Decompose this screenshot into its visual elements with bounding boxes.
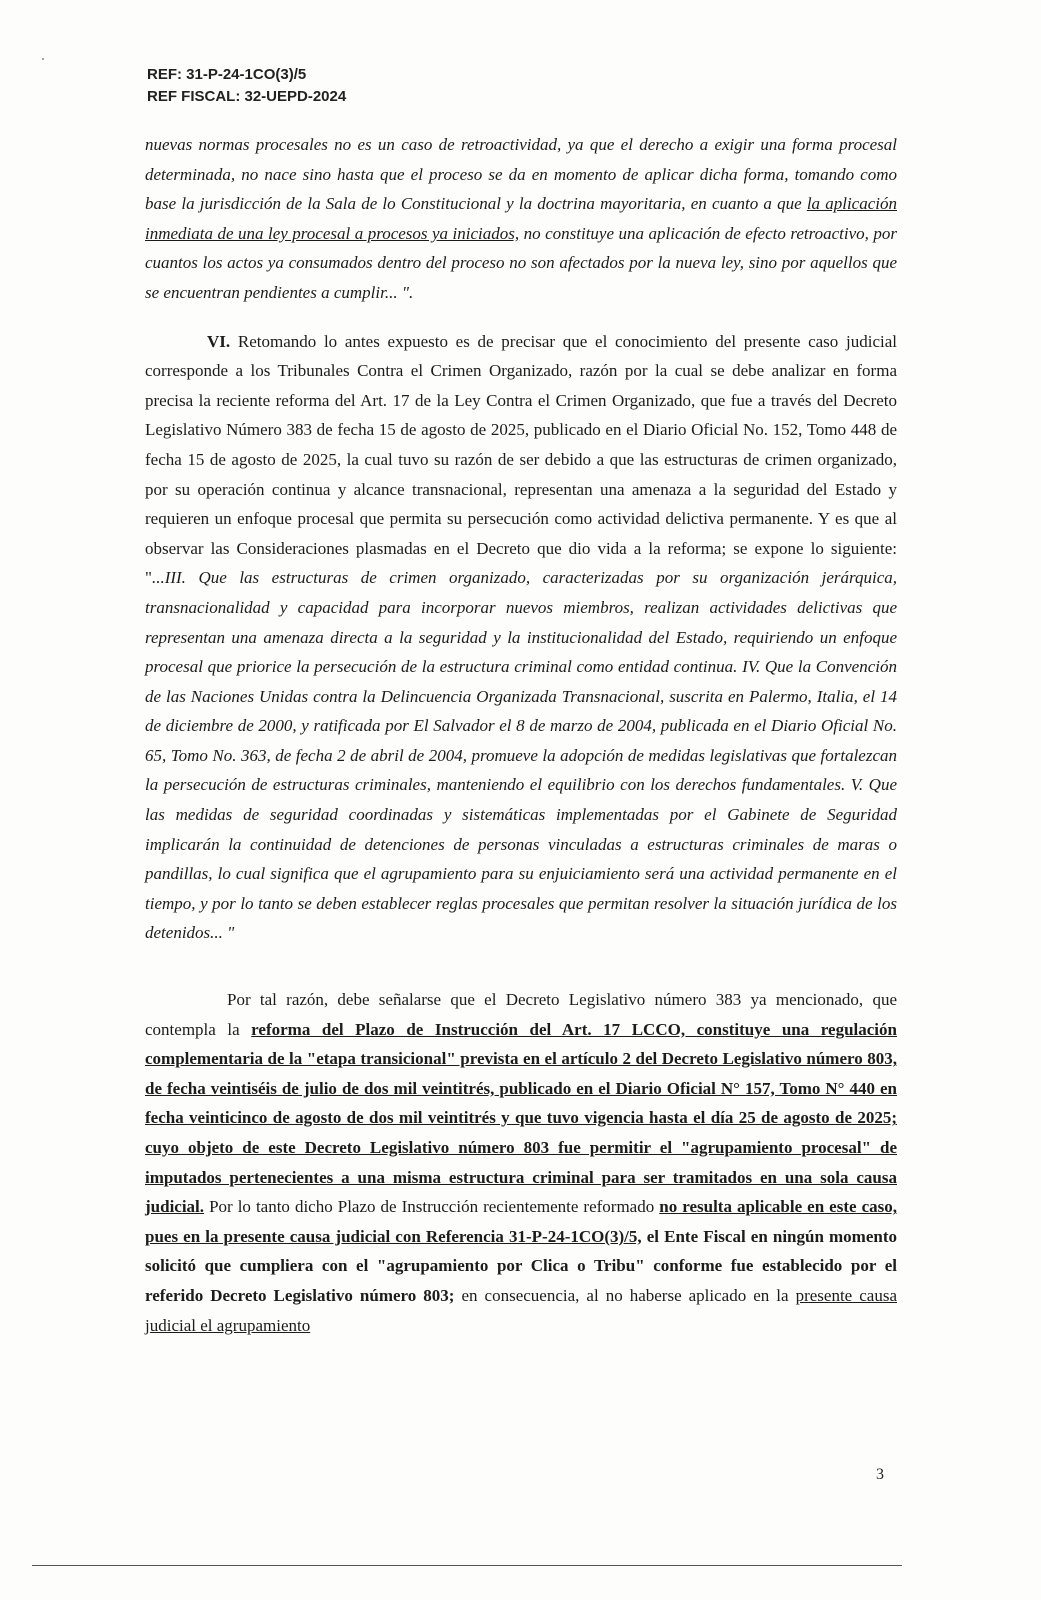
section-numeral: VI. xyxy=(207,331,231,351)
paragraph-text: Retomando lo antes expuesto es de precisar que el conocimiento del presente caso judicial corresponde a los Tribunales Contra el Crimen Organizado, razón por la cual se debe analizar en forma precisa la reciente reforma del Art. 17 de la Ley Contra el Crimen Organizado, que fue a través del Decreto Legislativo Número 383 de fecha 15 de agosto de 2025, publicado en el Diario Oficial No. 152, Tomo 448 de fecha 15 de agosto de 2025, la cual tuvo su razón de ser debido a que las estructuras de crimen organizado, por su operación continua y alcance transnacional, representan una amenaza a la seguridad del Estado y requieren un enfoque procesal que permita su persecución como actividad delictiva permanente. Y es que al observar las Consideraciones plasmadas en el Decreto que dio vida a la reforma; se expone lo siguiente: " xyxy=(145,331,897,588)
scan-edge-line xyxy=(32,1565,902,1566)
decree-quote: ...III. Que las estructuras de crimen organizado, caracterizadas por su organización jerárquica, transnacionalidad y capacidad para incorporar nuevos miembros, realizan actividades delictivas que representan una amenaza directa a la seguridad y la institucionalidad del Estado, requiriendo un enfoque procesal que priorice la persecución de la estructura criminal como entidad continua. IV. Que la Convención de las Naciones Unidas contra la Delincuencia Organizada Transnacional, suscrita en Palermo, Italia, el 14 de diciembre de 2000, y ratificada por El Salvador el 8 de marzo de 2004, publicada en el Diario Oficial No. 65, Tomo No. 363, de fecha 2 de abril de 2004, promueve la adopción de medidas legislativas que fortalezcan la persecución de estructuras criminales, manteniendo el equilibrio con los derechos fundamentales. V. Que las medidas de seguridad coordinadas y sistemáticas implementadas por el Gabinete de Seguridad implicarán la continuidad de detenciones de personas vinculadas a estructuras criminales de maras o pandillas, lo cual significa que el agrupamiento para su enjuiciamiento será una actividad permanente en el tiempo, y por lo tanto se deben establecer reglas procesales que permitan resolver la situación jurídica de los detenidos... " xyxy=(145,568,897,943)
case-reference: REF: 31-P-24-1CO(3)/5 xyxy=(147,66,307,83)
paragraph-text: no constituye una aplicación de efecto retroactivo, por cuantos los actos ya consumados dentro del proceso no son afectados por la nueva ley, sino por aquellos que se encuentran pendientes a cumplir... ". xyxy=(145,223,897,302)
paragraph-text: Por lo tanto dicho Plazo de Instrucción recientemente reformado xyxy=(204,1197,660,1217)
document-header xyxy=(147,64,346,108)
scan-speck xyxy=(42,58,44,60)
paragraph-text: en consecuencia, al no haberse aplicado en la xyxy=(454,1285,796,1305)
paragraph-vi xyxy=(145,327,897,948)
paragraph-text: Por tal razón, debe señalarse que el Decreto Legislativo número 383 ya mencionado, que contempla la xyxy=(145,990,897,1039)
paragraph-text: nuevas normas procesales no es un caso de retroactividad, ya que el derecho a exigir una forma procesal determinada, no nace sino hasta que el proceso se da en momento de aplicar dicha forma, tomando como base la jurisdicción de la Sala de lo Constitucional y la doctrina mayoritaria, en cuanto a que xyxy=(145,135,897,214)
underlined-phrase: la aplicación inmediata de una ley procesal a procesos ya iniciados, xyxy=(145,194,897,243)
bold-underlined-text: reforma del Plazo de Instrucción del Art. 17 LCCO, constituye una regulación complementaria de la "etapa transicional" prevista en el artículo 2 del Decreto Legislativo número 803, de fecha veintiséis de julio de dos mil veintitrés, publicado en el Diario Oficial N° 157, Tomo N° 440 en fecha veinticinco de agosto de dos mil veintitrés y que tuvo vigencia hasta el día 25 de agosto de 2025; cuyo objeto de este Decreto Legislativo número 803 fue permitir el "agrupamiento procesal" de imputados pertenecientes a una misma estructura criminal para ser tramitados en una sola causa judicial. xyxy=(145,1019,897,1217)
page-number: 3 xyxy=(876,1466,884,1483)
bold-text: el Ente Fiscal en ningún momento solicitó que cumpliera con el "agrupamiento por Clica o Tribu" conforme fue establecido por el referido Decreto Legislativo número 803; xyxy=(145,1226,897,1305)
fiscal-reference: REF FISCAL: 32-UEPD-2024 xyxy=(147,88,347,105)
underlined-phrase: presente causa judicial el agrupamiento xyxy=(145,1285,897,1335)
paragraph-retroactivity xyxy=(145,130,897,308)
paragraph-conclusion xyxy=(145,985,897,1340)
bold-underlined-text: no resulta aplicable en este caso, pues en la presente causa judicial con Referencia 31-P-24-1CO(3)/5, xyxy=(145,1197,897,1246)
document-body xyxy=(145,130,897,1340)
